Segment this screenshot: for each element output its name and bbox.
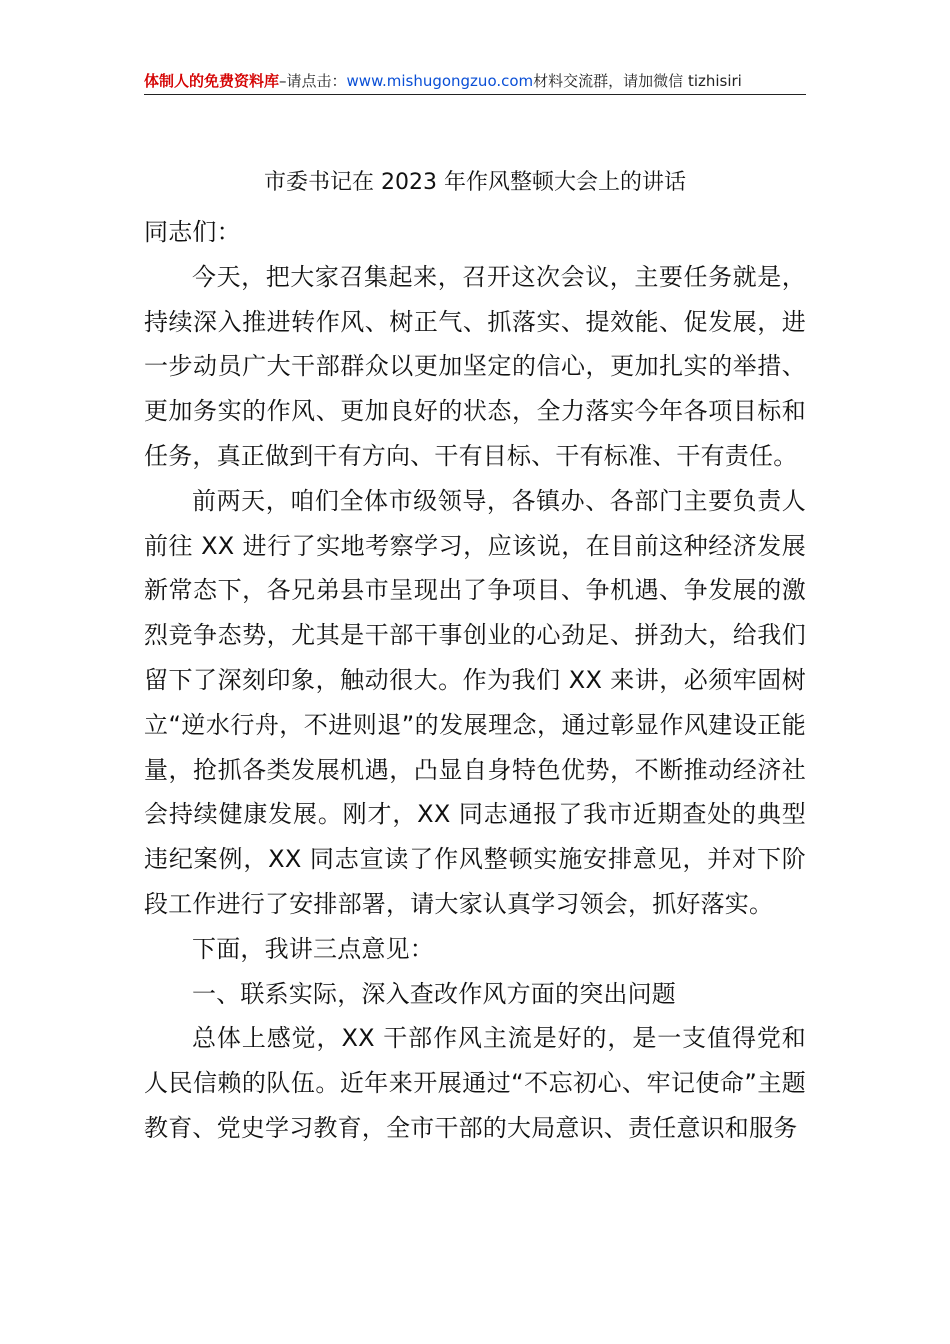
header-prompt: –请点击：	[279, 72, 347, 90]
header-brand: 体制人的免费资料库	[144, 72, 280, 90]
paragraph-2: 前两天，咱们全体市级领导，各镇办、各部门主要负责人前往 XX 进行了实地考察学习，应该说，在目前这种经济发展新常态下，各兄弟县市呈现出了争项目、争机遇、争发展的激烈竞争态势，尤其是干部干事创业的心劲足、拼劲大，给我们留下了深刻印象，触动很大。作为我们 XX 来讲，必须牢固树立“逆水行舟，不进则退”的发展理念，通过彰显作风建设正能量，抢抓各类发展机遇，凸显自身特色优势，不断推动经济社会持续健康发展。刚才，XX 同志通报了我市近期查处的典型违纪案例，XX 同志宣读了作风整顿实施安排意见，并对下阶段工作进行了安排部署，请大家认真学习领会，抓好落实。	[144, 486, 806, 918]
document-body	[144, 210, 806, 1151]
document-title: 市委书记在 2023 年作风整顿大会上的讲话	[264, 170, 686, 195]
page-header	[144, 68, 806, 95]
paragraph-1: 今天，把大家召集起来，召开这次会议，主要任务就是，持续深入推进转作风、树正气、抓落实、提效能、促发展，进一步动员广大干部群众以更加坚定的信心，更加扎实的举措、更加务实的作风、更加良好的状态，全力落实今年各项目标和任务，真正做到干有方向、干有目标、干有标准、干有责任。	[144, 262, 806, 470]
header-suffix: 材料交流群，请加微信 tizhisiri	[533, 72, 742, 90]
header-url-link[interactable]: www.mishugongzuo.com	[346, 72, 534, 90]
paragraph-4: 总体上感觉，XX 干部作风主流是好的，是一支值得党和人民信赖的队伍。近年来开展通过“不忘初心、牢记使命”主题教育、党史学习教育，全市干部的大局意识、责任意识和服务	[144, 1024, 806, 1142]
paragraph-3: 下面，我讲三点意见：	[192, 934, 434, 963]
salutation: 同志们：	[144, 218, 241, 246]
section-heading-1: 一、联系实际，深入查改作风方面的突出问题	[192, 979, 676, 1008]
